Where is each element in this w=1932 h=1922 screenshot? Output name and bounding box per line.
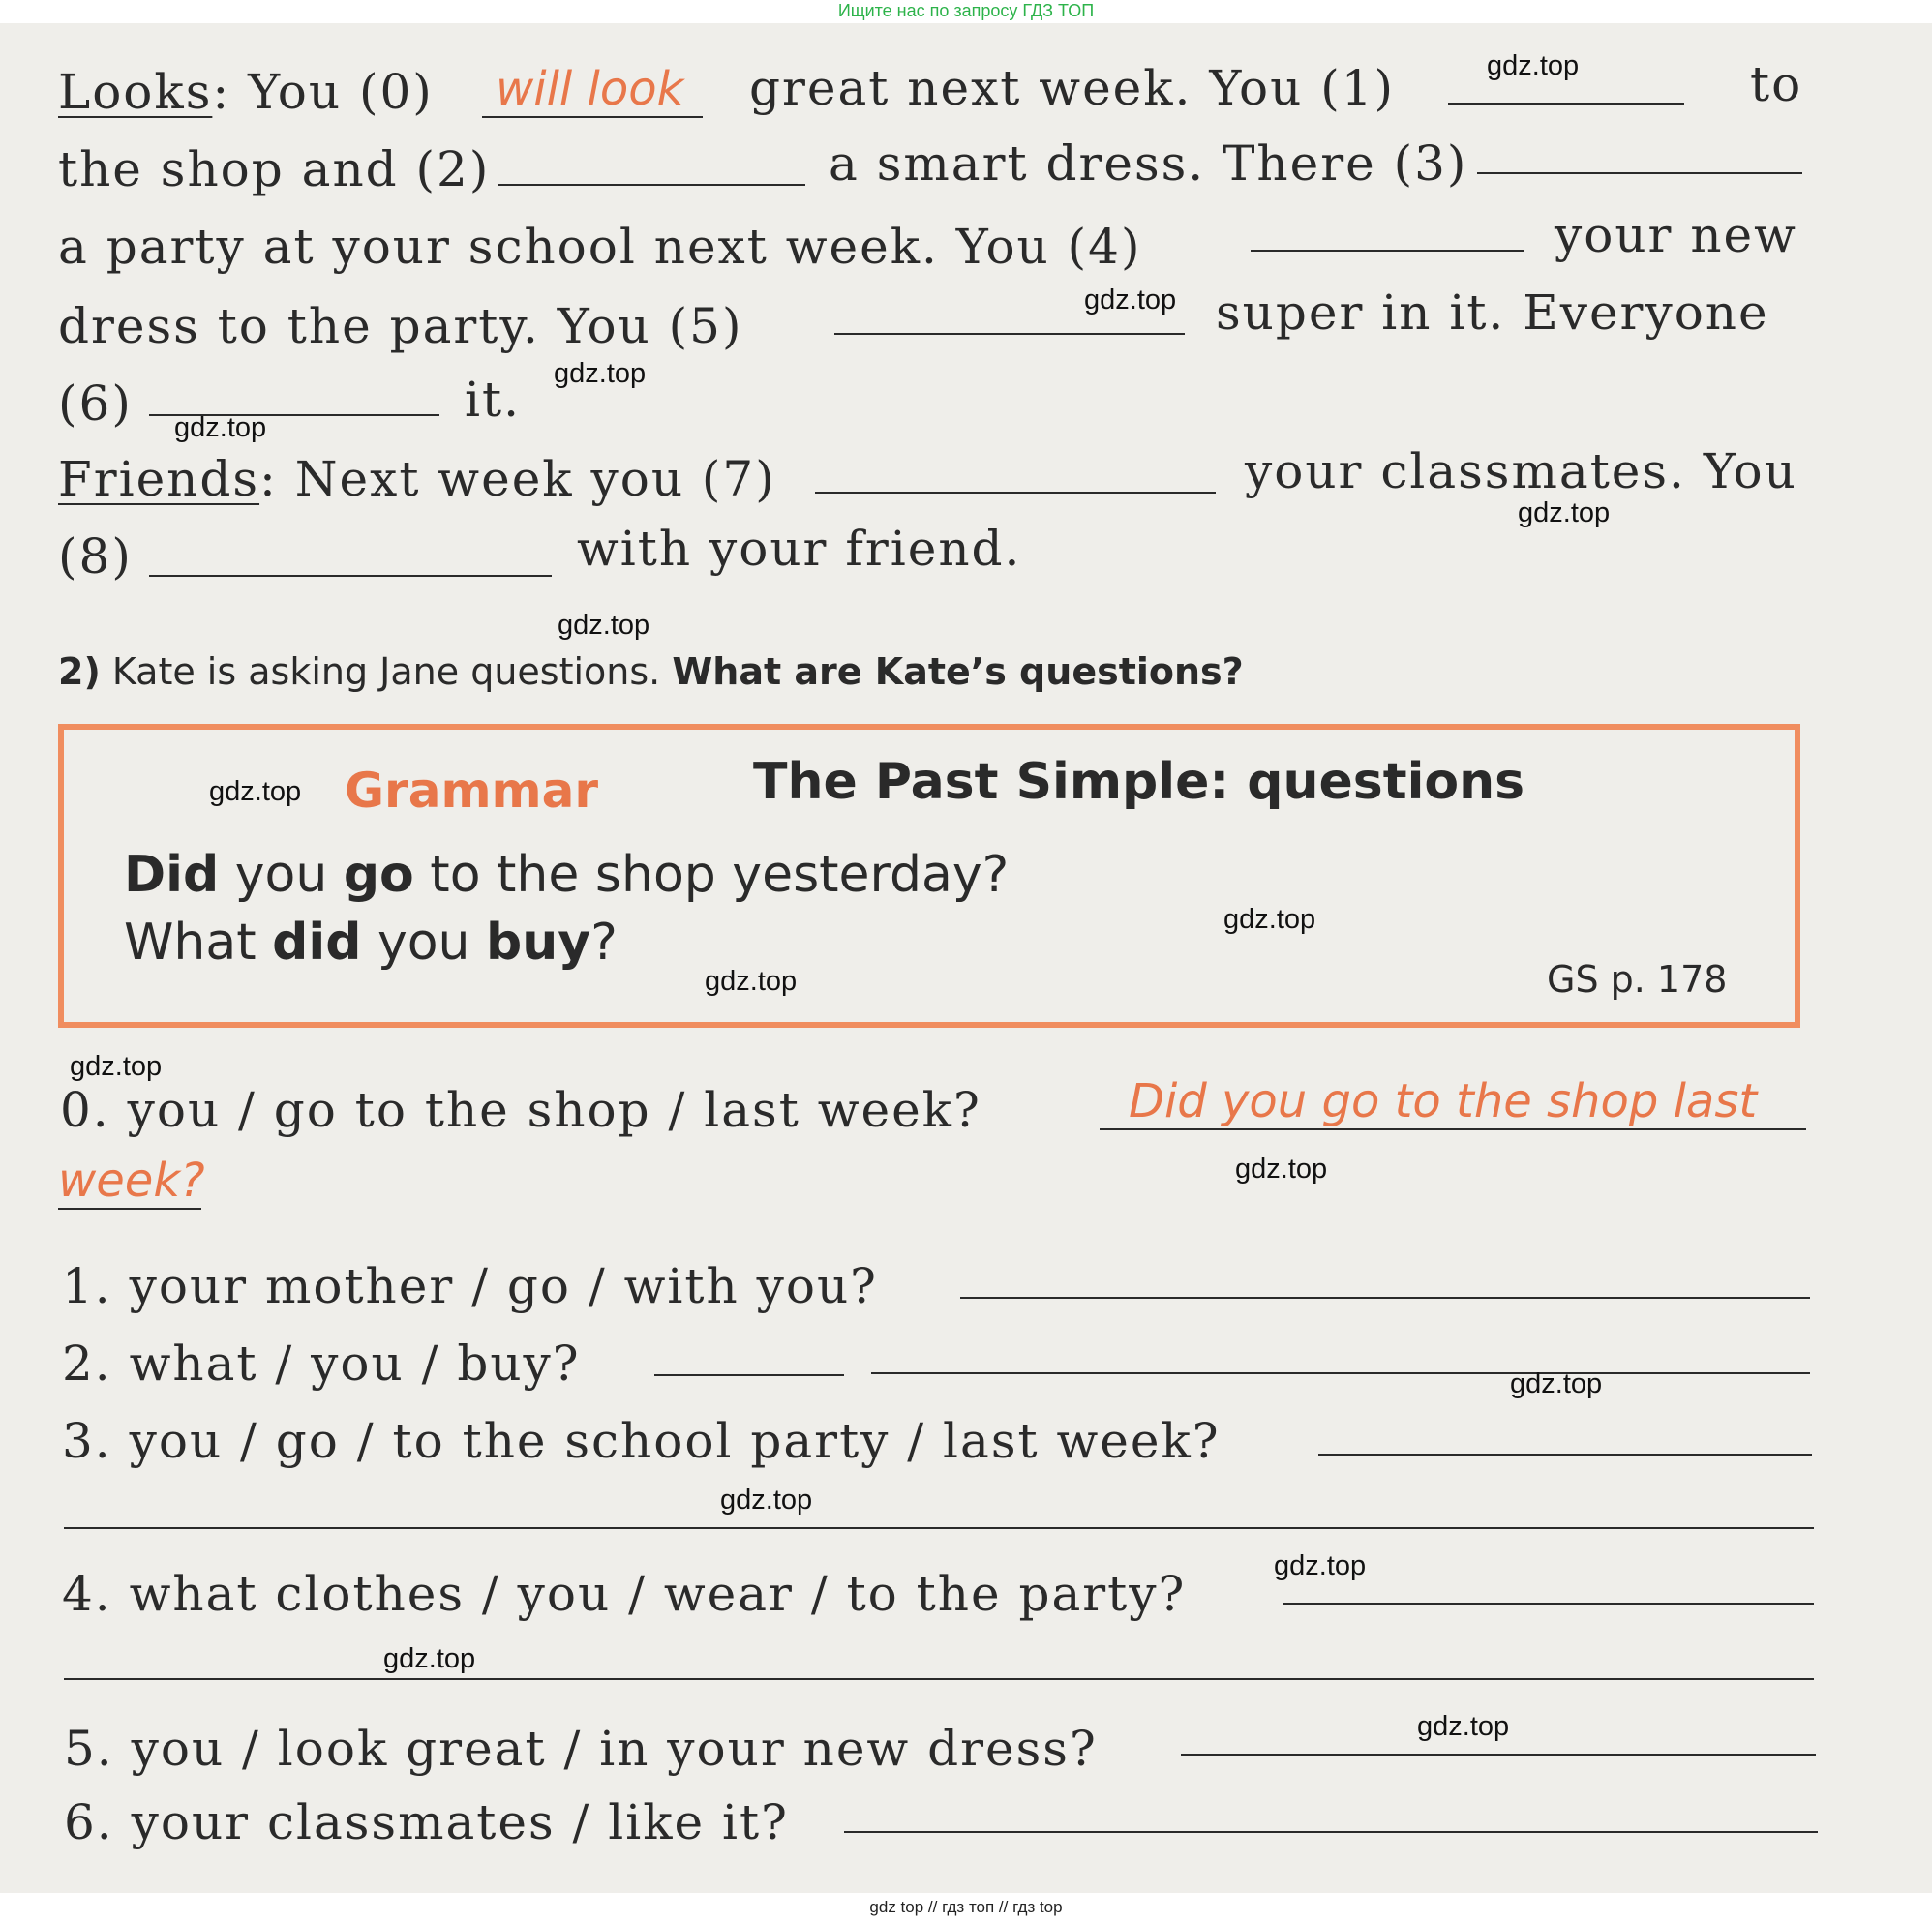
watermark: gdz.top <box>1274 1550 1367 1581</box>
watermark: gdz.top <box>209 776 302 807</box>
blank-4 <box>1251 250 1524 252</box>
watermark: gdz.top <box>174 412 267 443</box>
answer-0: will look <box>496 62 684 116</box>
blank-q4-a <box>1283 1603 1814 1605</box>
blank-q2 <box>654 1374 844 1376</box>
watermark: gdz.top <box>554 358 647 389</box>
watermark: gdz.top <box>1235 1154 1328 1185</box>
question-6: 6. your classmates / like it? <box>64 1794 789 1850</box>
blank-q0-b <box>58 1208 201 1210</box>
question-0: 0. you / go to the shop / last week? <box>60 1082 981 1138</box>
blank-q6 <box>844 1831 1818 1833</box>
blank-q0-a <box>1100 1128 1806 1130</box>
passage-line-4a: dress to the party. You (5) <box>58 298 743 354</box>
question-2: 2. what / you / buy? <box>62 1336 581 1392</box>
watermark: gdz.top <box>1510 1368 1603 1399</box>
looks-label: Looks <box>58 64 213 120</box>
grammar-example-1: Did you go to the shop yesterday? <box>124 846 1010 904</box>
blank-0 <box>482 116 703 118</box>
grammar-reference: GS p. 178 <box>1547 958 1728 1001</box>
watermark: gdz.top <box>720 1485 813 1516</box>
blank-q3-b <box>64 1527 1814 1529</box>
passage-line-1b: great next week. You (1) <box>749 60 1396 116</box>
blank-8 <box>149 575 552 577</box>
friends-label: Friends <box>58 451 260 507</box>
blank-1 <box>1448 103 1684 105</box>
blank-7 <box>815 492 1216 494</box>
grammar-title: The Past Simple: questions <box>753 753 1525 811</box>
grammar-label: Grammar <box>345 763 599 819</box>
grammar-example-2: What did you buy? <box>124 914 618 972</box>
blank-5 <box>834 333 1185 335</box>
answer-q0-line1: Did you go to the shop last <box>1129 1074 1758 1128</box>
blank-q1 <box>960 1297 1810 1299</box>
top-banner: Ищите нас по запросу ГДЗ ТОП <box>0 0 1932 23</box>
passage-line-4b: super in it. Everyone <box>1216 285 1769 341</box>
watermark: gdz.top <box>1223 904 1316 935</box>
watermark: gdz.top <box>383 1643 476 1674</box>
question-5: 5. you / look great / in your new dress? <box>64 1721 1098 1777</box>
answer-q0-line2: week? <box>58 1154 205 1208</box>
watermark: gdz.top <box>558 610 650 641</box>
watermark: gdz.top <box>705 966 798 997</box>
question-1: 1. your mother / go / with you? <box>62 1258 878 1314</box>
watermark: gdz.top <box>1487 50 1580 81</box>
blank-2 <box>498 184 805 186</box>
blank-q4-b <box>64 1678 1814 1680</box>
passage-line-6b: your classmates. You <box>1245 443 1797 499</box>
question-3: 3. you / go / to the school party / last week? <box>62 1413 1221 1469</box>
passage-line-2a: the shop and (2) <box>58 141 491 197</box>
question-4: 4. what clothes / you / wear / to the party? <box>62 1566 1187 1622</box>
blank-q3-a <box>1318 1454 1812 1456</box>
bottom-banner: gdz top // гдз топ // гдз top <box>0 1893 1932 1922</box>
passage-line-1a: Looks: You (0) <box>58 64 434 120</box>
passage-line-3a: a party at your school next week. You (4) <box>58 219 1142 275</box>
blank-q2-cont <box>871 1372 1810 1374</box>
passage-line-5b: it. <box>465 372 521 428</box>
blank-3 <box>1477 172 1802 174</box>
passage-line-7a: (8) <box>58 528 133 585</box>
watermark: gdz.top <box>1518 497 1611 528</box>
passage-line-3b: your new <box>1555 207 1797 263</box>
passage-line-2b: a smart dress. There (3) <box>829 135 1468 192</box>
passage-line-5a: (6) <box>58 375 133 432</box>
watermark: gdz.top <box>1417 1711 1510 1742</box>
blank-q5 <box>1181 1754 1816 1756</box>
passage-line-1c: to <box>1750 56 1803 112</box>
passage-line-7b: with your friend. <box>577 521 1022 577</box>
task-2-instruction: 2) Kate is asking Jane questions. What are Kate’s questions? <box>58 650 1244 693</box>
watermark: gdz.top <box>70 1051 163 1082</box>
passage-line-6a: Friends: Next week you (7) <box>58 451 776 507</box>
watermark: gdz.top <box>1084 285 1177 315</box>
